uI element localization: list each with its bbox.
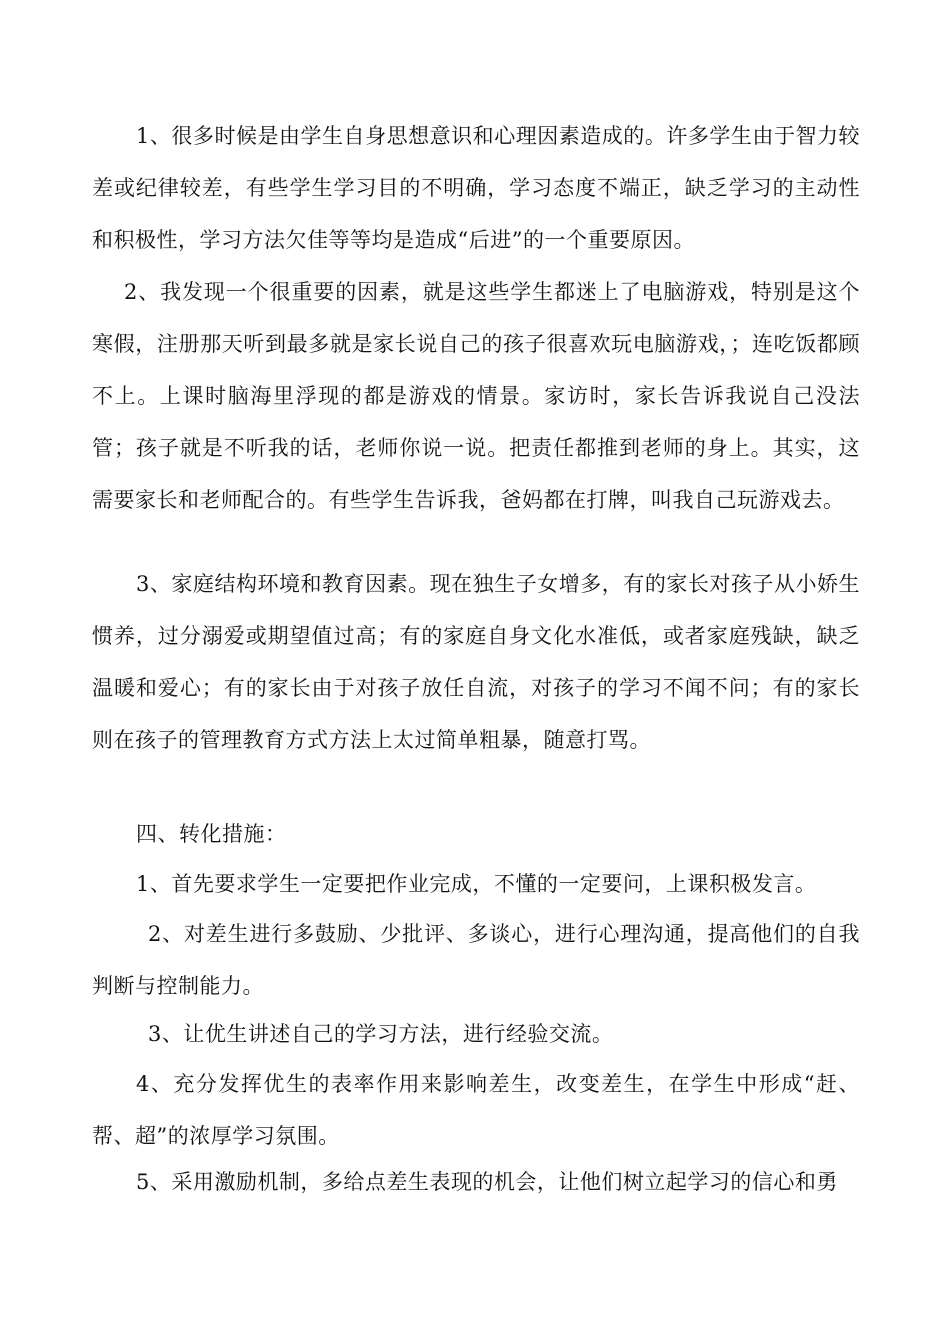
section-heading-measures: 四、转化措施：: [136, 822, 287, 846]
paragraph-cause-3: 3、家庭结构环境和教育因素。现在独生子女增多，有的家长对孩子从小娇生惯养，过分溺爱或期望值过高；有的家庭自身文化水准低，或者家庭残缺，缺乏温暖和爱心；有的家长由于对孩子放任自流，对孩子的学习不闻不问；有的家长则在孩子的管理教育方式方法上太过简单粗暴，随意打骂。: [92, 572, 860, 752]
paragraph-measure-1: 1、首先要求学生一定要把作业完成，不懂的一定要问，上课积极发言。: [136, 872, 817, 896]
paragraph-measure-4: 4、充分发挥优生的表率作用来影响差生，改变差生，在学生中形成“赶、帮、超”的浓厚学习氛围。: [92, 1072, 860, 1148]
paragraph-measure-3: 3、让优生讲述自己的学习方法，进行经验交流。: [148, 1022, 614, 1046]
paragraph-measure-5: 5、采用激励机制，多给点差生表现的机会，让他们树立起学习的信心和勇: [136, 1170, 838, 1194]
paragraph-measure-2: 2、对差生进行多鼓励、少批评、多谈心，进行心理沟通，提高他们的自我判断与控制能力。: [92, 922, 860, 998]
paragraph-cause-2: 2、我发现一个很重要的因素，就是这些学生都迷上了电脑游戏，特别是这个寒假，注册那天听到最多就是家长说自己的孩子很喜欢玩电脑游戏，；连吃饭都顾不上。上课时脑海里浮现的都是游戏的情景。家访时，家长告诉我说自己没法管；孩子就是不听我的话，老师你说一说。把责任都推到老师的身上。其实，这需要家长和老师配合的。有些学生告诉我，爸妈都在打牌，叫我自己玩游戏去。: [92, 280, 860, 512]
paragraph-cause-1: 1、很多时候是由学生自身思想意识和心理因素造成的。许多学生由于智力较差或纪律较差，有些学生学习目的不明确，学习态度不端正，缺乏学习的主动性和积极性，学习方法欠佳等等均是造成“后进”的一个重要原因。: [92, 124, 860, 252]
